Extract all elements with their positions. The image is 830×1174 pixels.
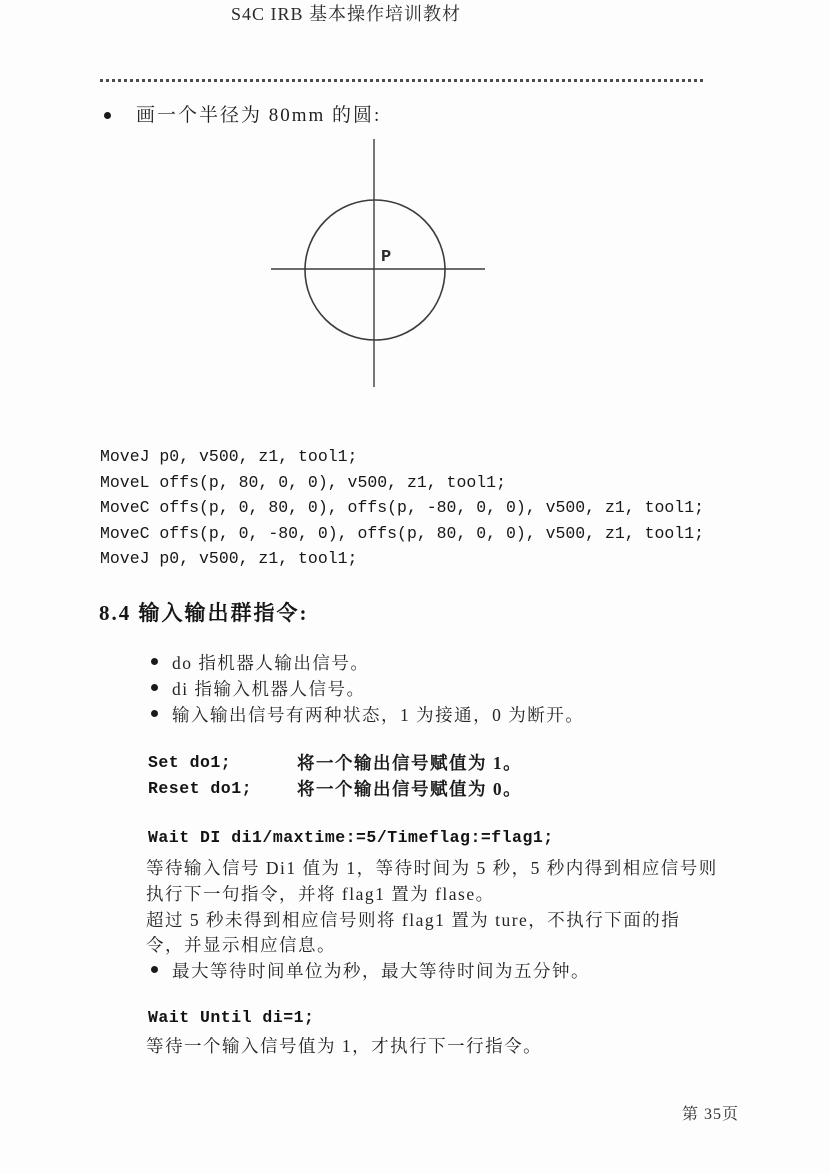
wait-di-command: Wait DI di1/maxtime:=5/Timeflag:=flag1; <box>148 828 554 847</box>
page-number: 第 35页 <box>682 1106 740 1123</box>
intro-bullet-text: 画一个半径为 80mm 的圆: <box>136 105 382 126</box>
section-heading: 8.4 输入输出群指令: <box>99 601 309 625</box>
wait-until-description: 等待一个输入信号值为 1，才执行下一行指令。 <box>146 1036 543 1056</box>
reset-command: Reset do1; <box>148 779 253 798</box>
code-line: MoveL offs(p, 80, 0, 0), v500, z1, tool1; <box>100 472 506 492</box>
wait-di-explanation-line: 执行下一句指令，并将 flag1 置为 flase。 <box>146 884 495 904</box>
set-command-description: 将一个输出信号赋值为 1。 <box>297 753 523 773</box>
wait-until-command: Wait Until di=1; <box>148 1008 315 1027</box>
io-bullet-item: do 指机器人输出信号。 <box>172 653 370 673</box>
set-command: Set do1; <box>148 753 232 772</box>
io-bullet-item: 输入输出信号有两种状态，1 为接通，0 为断开。 <box>172 705 585 725</box>
circle-path <box>305 200 445 340</box>
page-title: S4C IRB 基本操作培训教材 <box>230 4 462 24</box>
point-p-label: P <box>381 248 392 267</box>
wait-di-explanation-line: 等待输入信号 Di1 值为 1，等待时间为 5 秒，5 秒内得到相应信号则 <box>146 858 718 878</box>
header-divider <box>100 79 706 82</box>
code-line: MoveJ p0, v500, z1, tool1; <box>100 447 358 466</box>
bullet-icon <box>151 658 158 665</box>
wait-di-note-bullet: 最大等待时间单位为秒，最大等待时间为五分钟。 <box>172 961 590 981</box>
bullet-icon <box>104 112 111 119</box>
code-line: MoveC offs(p, 0, 80, 0), offs(p, -80, 0, 0), v500, z1, tool1; <box>100 498 704 517</box>
wait-di-explanation-line: 超过 5 秒未得到相应信号则将 flag1 置为 ture，不执行下面的指 <box>146 910 681 930</box>
reset-command-description: 将一个输出信号赋值为 0。 <box>297 779 523 799</box>
circle-diagram <box>250 130 540 400</box>
bullet-icon <box>151 684 158 691</box>
code-block <box>100 444 704 572</box>
io-bullet-item: di 指输入机器人信号。 <box>172 679 366 699</box>
bullet-icon <box>151 966 158 973</box>
wait-di-explanation-line: 令，并显示相应信息。 <box>146 935 336 955</box>
code-line: MoveC offs(p, 0, -80, 0), offs(p, 80, 0, 0), v500, z1, tool1; <box>100 523 704 543</box>
bullet-icon <box>151 710 158 717</box>
code-line: MoveJ p0, v500, z1, tool1; <box>100 549 358 568</box>
